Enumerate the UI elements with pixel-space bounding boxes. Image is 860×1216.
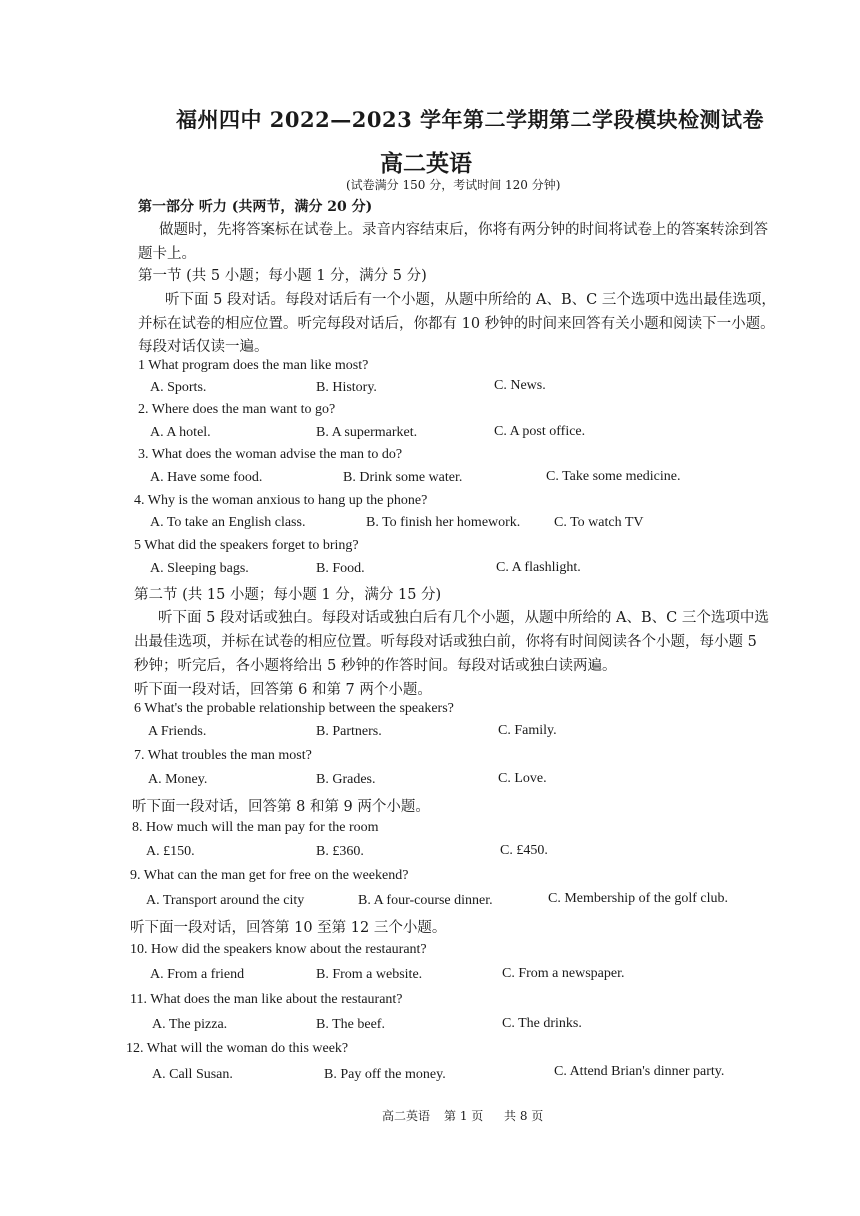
section2-intro-line2: 出最佳选项，并标在试卷的相应位置。听每段对话或独白前，你将有时间阅读各个小题，每小题 5 (134, 634, 757, 650)
footer-subject: 高二英语 (382, 1109, 431, 1123)
instruction-q10-12: 听下面一段对话，回答第 10 至第 12 三个小题。 (130, 920, 447, 936)
q3-option-b: B. Drink some water. (343, 470, 463, 485)
q8-option-b: B. £360. (316, 844, 364, 859)
question-5: 5 What did the speakers forget to bring? (134, 538, 359, 553)
instruction-q8-9: 听下面一段对话，回答第 8 和第 9 两个小题。 (132, 799, 430, 815)
q7-option-b: B. Grades. (316, 772, 376, 787)
exam-subtitle: 高二英语 (380, 150, 472, 177)
question-11: 11. What does the man like about the restaurant? (130, 992, 403, 1007)
exam-info: (试卷满分 150 分，考试时间 120 分钟) (346, 178, 561, 192)
question-1: 1 What program does the man like most? (138, 358, 369, 373)
q12-option-a: A. Call Susan. (152, 1067, 233, 1082)
q10-option-c: C. From a newspaper. (502, 966, 625, 981)
q2-option-b: B. A supermarket. (316, 425, 418, 440)
question-2: 2. Where does the man want to go? (138, 402, 336, 417)
question-3: 3. What does the woman advise the man to do? (138, 447, 403, 462)
section1-intro-line2: 并标在试卷的相应位置。听完每段对话后，你都有 10 秒钟的时间来回答有关小题和阅读下一小题。 (138, 316, 775, 332)
q8-option-a: A. £150. (146, 844, 195, 859)
q3-option-a: A. Have some food. (150, 470, 263, 485)
q12-option-b: B. Pay off the money. (324, 1067, 446, 1082)
part1-intro-line1: 做题时，先将答案标在试卷上。录音内容结束后，你将有两分钟的时间将试卷上的答案转涂到答 (159, 222, 768, 238)
question-8: 8. How much will the man pay for the room (132, 820, 379, 835)
q1-option-a: A. Sports. (150, 380, 207, 395)
q7-option-c: C. Love. (498, 771, 547, 786)
q8-option-c: C. £450. (500, 843, 548, 858)
part1-heading: 第一部分 听力 (共两节，满分 20 分) (138, 199, 373, 215)
exam-title: 福州四中 2022—2023 学年第二学期第二学段模块检测试卷 (176, 107, 765, 132)
section2-heading: 第二节 (共 15 小题；每小题 1 分，满分 15 分) (134, 587, 442, 603)
q4-option-c: C. To watch TV (554, 515, 644, 530)
q6-option-c: C. Family. (498, 723, 557, 738)
footer-total-pages: 共 8 页 (504, 1109, 544, 1123)
footer-page-number: 第 1 页 (444, 1109, 484, 1123)
question-7: 7. What troubles the man most? (134, 748, 312, 763)
q1-option-c: C. News. (494, 378, 546, 393)
question-6: 6 What's the probable relationship between the speakers? (134, 701, 454, 716)
question-12: 12. What will the woman do this week? (126, 1041, 349, 1056)
part1-intro-line2: 题卡上。 (138, 246, 196, 262)
q7-option-a: A. Money. (148, 772, 208, 787)
q2-option-a: A. A hotel. (150, 425, 211, 440)
q5-option-c: C. A flashlight. (496, 560, 581, 575)
section2-intro-line3: 秒钟；听完后，各小题将给出 5 秒钟的作答时间。每段对话或独白读两遍。 (134, 658, 617, 674)
q5-option-b: B. Food. (316, 561, 365, 576)
q4-option-b: B. To finish her homework. (366, 515, 521, 530)
q9-option-a: A. Transport around the city (146, 893, 305, 908)
question-4: 4. Why is the woman anxious to hang up the phone? (134, 493, 428, 508)
q9-option-b: B. A four-course dinner. (358, 893, 493, 908)
section2-intro-line1: 听下面 5 段对话或独白。每段对话或独白后有几个小题，从题中所给的 A、B、C 三个选项中选 (158, 610, 769, 626)
q2-option-c: C. A post office. (494, 424, 586, 439)
q6-option-b: B. Partners. (316, 724, 382, 739)
q11-option-b: B. The beef. (316, 1017, 385, 1032)
section1-heading: 第一节 (共 5 小题；每小题 1 分，满分 5 分) (138, 268, 427, 284)
section1-intro-line1: 听下面 5 段对话。每段对话后有一个小题，从题中所给的 A、B、C 三个选项中选出最佳选项， (165, 292, 776, 308)
q5-option-a: A. Sleeping bags. (150, 561, 249, 576)
q10-option-b: B. From a website. (316, 967, 423, 982)
section1-intro-line3: 每段对话仅读一遍。 (138, 339, 269, 355)
q3-option-c: C. Take some medicine. (546, 469, 681, 484)
q12-option-c: C. Attend Brian's dinner party. (554, 1064, 725, 1079)
q11-option-c: C. The drinks. (502, 1016, 582, 1031)
q9-option-c: C. Membership of the golf club. (548, 891, 729, 906)
question-9: 9. What can the man get for free on the weekend? (130, 868, 409, 883)
q6-option-a: A Friends. (148, 724, 207, 739)
q1-option-b: B. History. (316, 380, 377, 395)
q11-option-a: A. The pizza. (152, 1017, 228, 1032)
question-10: 10. How did the speakers know about the restaurant? (130, 942, 427, 957)
instruction-q6-7: 听下面一段对话，回答第 6 和第 7 两个小题。 (134, 682, 432, 698)
q4-option-a: A. To take an English class. (150, 515, 306, 530)
q10-option-a: A. From a friend (150, 967, 245, 982)
